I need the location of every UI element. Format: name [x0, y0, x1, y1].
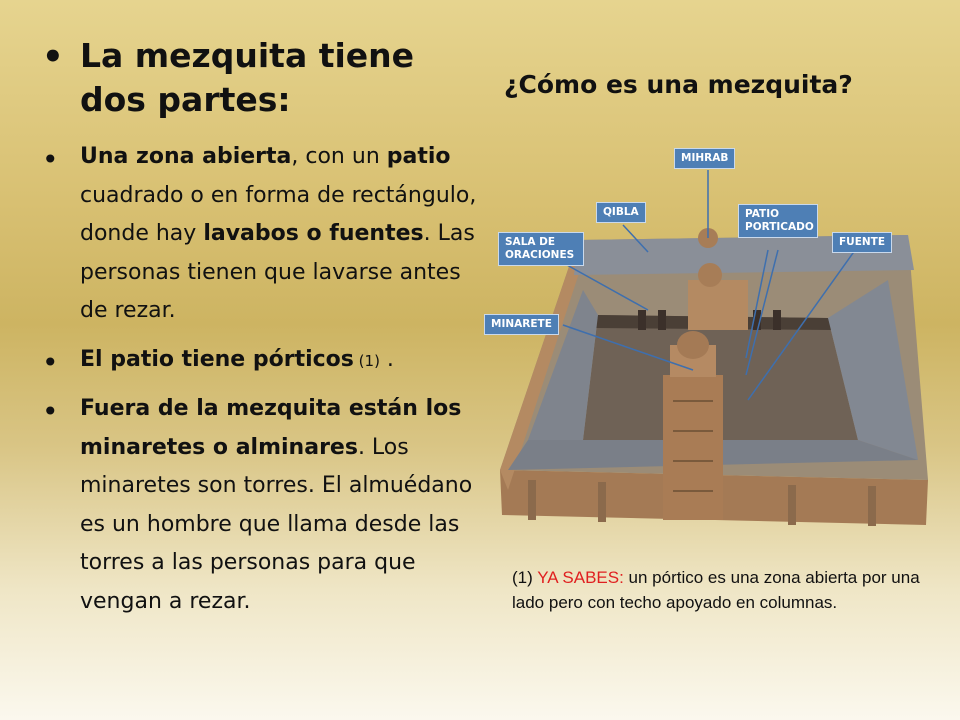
label-fuente: FUENTE — [832, 232, 892, 253]
footnote-text: un pórtico es una zona abierta por una lado pero con techo apoyado en columnas. — [512, 568, 920, 612]
label-mihrab: MIHRAB — [674, 148, 735, 169]
text-period: . — [379, 346, 394, 372]
footnote-number: (1) — [512, 568, 538, 587]
bullet-zona-abierta — [38, 138, 486, 331]
bold-minaretes: Fuera de la mezquita están los minaretes o alminares — [80, 396, 462, 460]
text-cuadrado: cuadrado o en forma de rectángulo, donde hay — [80, 182, 477, 246]
bullet-mezquita-partes — [38, 34, 486, 122]
text-lavarse: . Las personas tienen que lavarse antes de rezar. — [80, 221, 475, 323]
mosque-illustration — [488, 140, 948, 530]
bold-porticos: El patio tiene pórticos — [80, 346, 354, 372]
bold-lavabos: lavabos o fuentes — [203, 221, 424, 246]
bold-patio: patio — [386, 144, 451, 169]
mosque-diagram — [488, 140, 948, 530]
footnote-highlight: YA SABES: — [537, 568, 624, 587]
label-sala-oraciones: SALA DE ORACIONES — [498, 232, 584, 266]
bullet-content — [38, 34, 486, 631]
footnote — [512, 566, 932, 615]
label-patio-porticado: PATIO PORTICADO — [738, 204, 818, 238]
footnote-ref: (1) — [353, 351, 380, 370]
page-title: ¿Cómo es una mezquita? — [504, 70, 853, 99]
bullet-porticos — [38, 341, 486, 381]
text-minaretes: . Los minaretes son torres. El almuédano es un hombre que llama desde las torres a las personas para que vengan a rezar. — [80, 434, 473, 614]
label-minarete: MINARETE — [484, 314, 559, 335]
text-con-un: , con un — [291, 144, 387, 169]
label-qibla: QIBLA — [596, 202, 646, 223]
bullet-heading-text: La mezquita tiene dos partes: — [80, 36, 415, 119]
bold-zona-abierta: Una zona abierta — [80, 144, 292, 169]
bullet-minaretes — [38, 390, 486, 621]
